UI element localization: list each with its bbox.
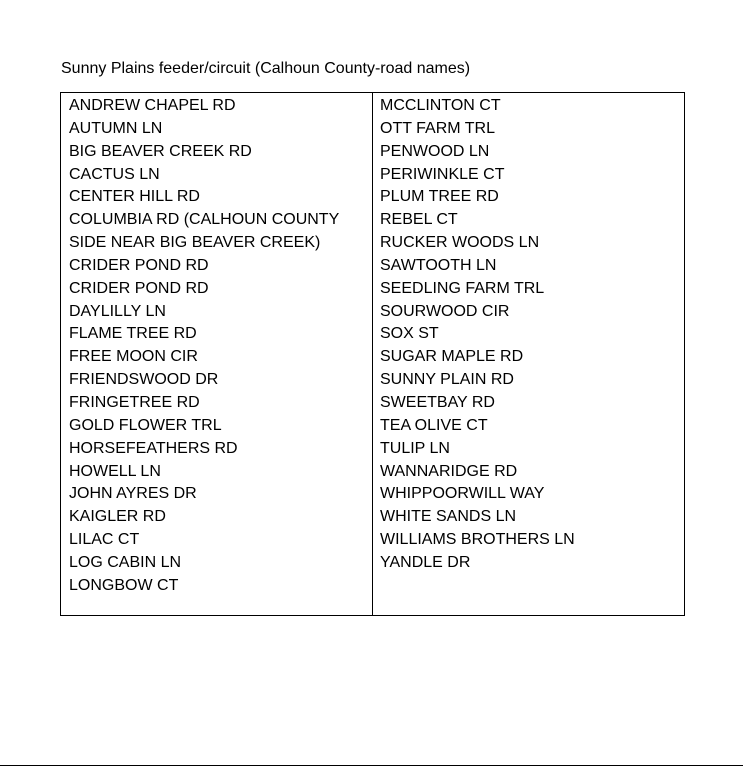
road-name: COLUMBIA RD (CALHOUN COUNTY (69, 211, 340, 229)
right-column (373, 93, 684, 615)
road-name: WANNARIDGE RD (380, 462, 518, 480)
road-name: SAWTOOTH LN (380, 256, 497, 274)
road-name: FLAME TREE RD (69, 325, 197, 343)
road-name: PLUM TREE RD (380, 188, 499, 206)
road-name: DAYLILLY LN (69, 302, 166, 320)
road-name: WHITE SANDS LN (380, 508, 517, 526)
road-name: CENTER HILL RD (69, 188, 200, 206)
road-name: PENWOOD LN (380, 142, 490, 160)
road-name: LONGBOW CT (69, 576, 179, 594)
road-name: CACTUS LN (69, 165, 160, 183)
road-name: AUTUMN LN (69, 119, 163, 137)
road-name: SUNNY PLAIN RD (380, 371, 514, 389)
right-road-list (380, 95, 684, 575)
road-name: SIDE NEAR BIG BEAVER CREEK) (69, 234, 321, 252)
road-name: TULIP LN (380, 439, 450, 457)
road-name: TEA OLIVE CT (380, 416, 488, 434)
road-name: GOLD FLOWER TRL (69, 416, 222, 434)
road-name: SOURWOOD CIR (380, 302, 510, 320)
road-name: SUGAR MAPLE RD (380, 348, 524, 366)
road-name: REBEL CT (380, 211, 458, 229)
page-bottom-edge (0, 765, 743, 766)
road-name: JOHN AYRES DR (69, 485, 197, 503)
road-names-table (60, 92, 685, 616)
road-name: LILAC CT (69, 531, 140, 549)
road-name: LOG CABIN LN (69, 553, 182, 571)
road-name: KAIGLER RD (69, 508, 166, 526)
road-name: FREE MOON CIR (69, 348, 198, 366)
road-name: HORSEFEATHERS RD (69, 439, 238, 457)
road-name: SWEETBAY RD (380, 393, 495, 411)
road-name: FRINGETREE RD (69, 393, 200, 411)
road-name: SEEDLING FARM TRL (380, 279, 545, 297)
road-name: CRIDER POND RD (69, 256, 209, 274)
road-name: WILLIAMS BROTHERS LN (380, 531, 575, 549)
left-road-list (69, 95, 372, 598)
left-column (61, 93, 373, 615)
road-name: ANDREW CHAPEL RD (69, 97, 236, 114)
road-name: OTT FARM TRL (380, 119, 495, 137)
road-name: SOX ST (380, 325, 439, 343)
road-name: CRIDER POND RD (69, 279, 209, 297)
document-title: Sunny Plains feeder/circuit (Calhoun County-road names) (61, 60, 471, 77)
road-name: PERIWINKLE CT (380, 165, 505, 183)
road-name: RUCKER WOODS LN (380, 234, 540, 252)
road-name: MCCLINTON CT (380, 97, 501, 114)
road-name: BIG BEAVER CREEK RD (69, 142, 252, 160)
road-name: HOWELL LN (69, 462, 161, 480)
road-name: YANDLE DR (380, 553, 471, 571)
road-name: WHIPPOORWILL WAY (380, 485, 545, 503)
road-name: FRIENDSWOOD DR (69, 371, 219, 389)
